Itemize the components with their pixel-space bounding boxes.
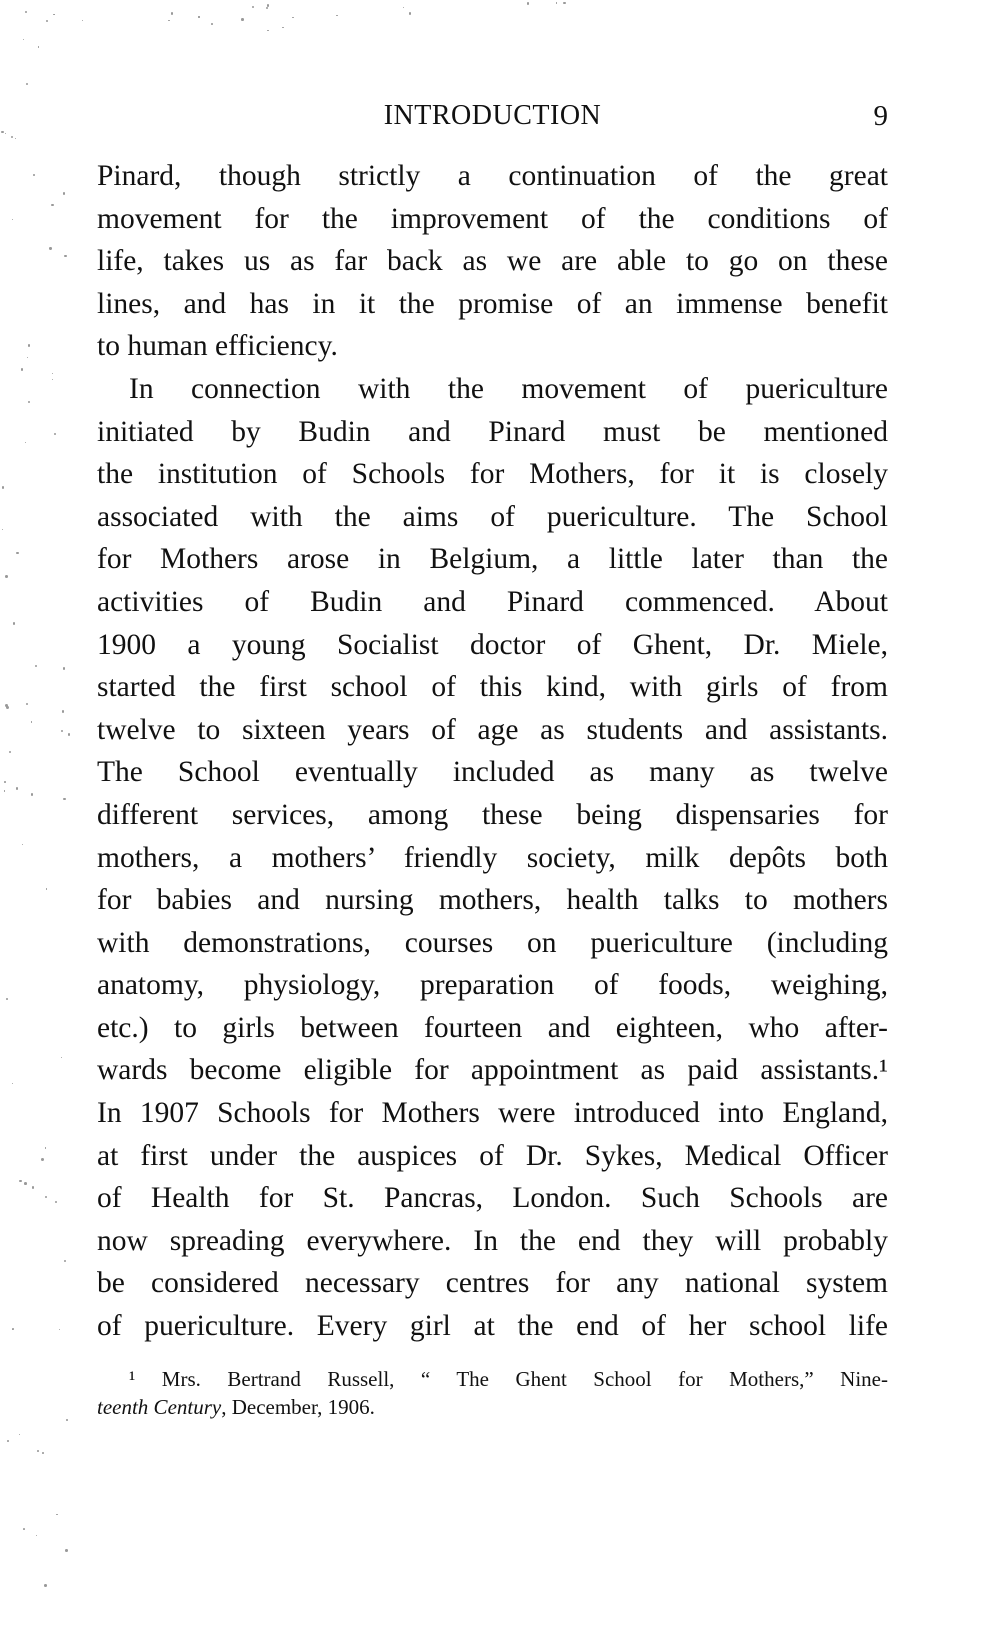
scan-speck: [22, 844, 23, 845]
text-line: associated with the aims of puericulture. The School: [97, 500, 888, 533]
scan-speck: [23, 1528, 25, 1530]
text-line: the institution of Schools for Mothers, for it is closely: [97, 458, 888, 491]
scan-speck: [37, 1450, 39, 1452]
scan-speck: [15, 138, 16, 139]
text-line: twelve to sixteen years of age as students and assistants.: [97, 713, 888, 746]
scan-speck: [55, 1201, 57, 1203]
footnote-line: ¹ Mrs. Bertrand Russell, “ The Ghent School for Mothers,” Nine-: [129, 1367, 888, 1391]
scan-speck: [54, 433, 57, 436]
scan-speck: [168, 20, 169, 21]
scan-speck: [7, 1440, 9, 1442]
scan-speck: [25, 11, 27, 13]
scan-speck: [4, 790, 6, 792]
footnote-line: [97, 1393, 888, 1421]
scan-speck: [27, 357, 28, 358]
scan-speck: [52, 379, 53, 380]
scan-speck: [409, 12, 411, 14]
scan-speck: [267, 30, 268, 31]
scan-speck: [5, 575, 8, 578]
scan-speck: [266, 7, 268, 9]
text-line: Pinard, though strictly a continuation of the great: [97, 160, 888, 192]
scan-speck: [2, 529, 3, 530]
scan-speck: [2, 486, 4, 488]
scan-speck: [25, 442, 27, 444]
footnote: [97, 1365, 888, 1421]
scan-speck: [563, 2, 566, 5]
scan-speck: [16, 552, 18, 554]
scan-speck: [41, 1158, 44, 1161]
scan-speck: [12, 1328, 14, 1330]
scan-speck: [63, 667, 65, 669]
scan-speck: [32, 1186, 34, 1188]
scan-speck: [59, 1329, 60, 1330]
footnote-date: , December, 1906.: [221, 1395, 375, 1419]
text-line: to human efficiency.: [97, 330, 338, 363]
scan-speck: [19, 1180, 22, 1183]
scan-speck: [64, 255, 66, 257]
text-line: etc.) to girls between fourteen and eighteen, who after-: [97, 1011, 888, 1044]
text-line: initiated by Budin and Pinard must be mentioned: [97, 415, 888, 448]
text-line: life, takes us as far back as we are able to go on these: [97, 245, 888, 278]
scan-speck: [45, 1147, 47, 1149]
scan-speck: [49, 247, 51, 249]
scan-speck: [36, 1535, 37, 1536]
scan-speck: [1, 131, 3, 133]
scan-speck: [56, 1514, 58, 1516]
text-line: wards become eligible for appointment as paid assistants.¹: [97, 1054, 888, 1087]
scan-speck: [31, 793, 34, 796]
scan-speck: [211, 23, 213, 25]
text-line: anatomy, physiology, preparation of foods, weighing,: [97, 969, 888, 1002]
scan-speck: [6, 998, 8, 1000]
text-line: movement for the improvement of the conditions of: [97, 202, 888, 235]
scan-speck: [31, 721, 33, 723]
scan-speck: [11, 136, 13, 138]
scan-speck: [45, 1196, 47, 1198]
scan-speck: [198, 16, 199, 17]
scan-speck: [63, 192, 65, 194]
scan-speck: [38, 46, 40, 48]
scan-speck: [4, 781, 6, 783]
scan-speck: [267, 4, 270, 7]
text-line: for babies and nursing mothers, health talks to mothers: [97, 884, 888, 917]
text-line: started the first school of this kind, with girls of from: [97, 671, 888, 704]
scan-speck: [46, 20, 48, 22]
scan-speck: [5, 133, 6, 134]
scan-speck: [12, 1083, 13, 1084]
text-line: be considered necessary centres for any national system: [97, 1267, 888, 1300]
scan-speck: [68, 733, 71, 736]
scan-speck: [292, 17, 293, 18]
scan-speck: [252, 6, 254, 8]
text-line: different services, among these being dispensaries for: [97, 798, 888, 831]
scan-speck: [403, 7, 404, 8]
scan-speck: [19, 1434, 20, 1435]
scan-speck: [35, 665, 37, 667]
scan-speck: [53, 14, 55, 16]
scan-speck: [16, 787, 18, 789]
page-number: 9: [873, 100, 888, 132]
scan-speck: [527, 2, 529, 4]
scan-speck: [556, 2, 557, 3]
scan-speck: [61, 1057, 62, 1058]
scan-speck: [171, 12, 174, 15]
body-text: [97, 155, 888, 1348]
footnote-journal-title: teenth Century: [97, 1395, 222, 1419]
scan-speck: [82, 20, 83, 21]
text-line: of puericulture. Every girl at the end of her school life: [97, 1310, 888, 1343]
scan-speck: [282, 27, 283, 28]
scan-speck: [63, 798, 65, 800]
text-line: at first under the auspices of Dr. Sykes, Medical Officer: [97, 1139, 888, 1172]
text-line: mothers, a mothers’ friendly society, milk depôts both: [97, 841, 888, 874]
text-line: activities of Budin and Pinard commenced. About: [97, 585, 888, 618]
text-line: now spreading everywhere. In the end they will probably: [97, 1224, 888, 1257]
scan-speck: [336, 15, 337, 16]
scan-speck: [42, 1452, 44, 1454]
scan-speck: [66, 1419, 68, 1421]
scan-speck: [33, 174, 35, 176]
scan-speck: [26, 703, 28, 705]
scan-speck: [52, 373, 54, 375]
scan-speck: [28, 344, 30, 346]
page-header: [97, 100, 888, 140]
scan-speck: [28, 401, 30, 403]
scan-speck: [26, 83, 28, 85]
scan-speck: [65, 1549, 68, 1552]
scan-speck: [21, 368, 24, 371]
scan-speck: [46, 888, 48, 890]
text-line: lines, and has in it the promise of an immense benefit: [97, 287, 888, 320]
text-line: In 1907 Schools for Mothers were introduced into England,: [97, 1097, 888, 1130]
scan-speck: [46, 1585, 47, 1586]
text-line: In connection with the movement of puericulture: [129, 372, 888, 405]
text-line: of Health for St. Pancras, London. Such Schools are: [97, 1182, 888, 1215]
scan-speck: [241, 18, 244, 21]
scan-speck: [23, 39, 25, 41]
running-title: INTRODUCTION: [383, 100, 602, 131]
scan-speck: [13, 622, 15, 624]
scan-speck: [12, 219, 13, 220]
scan-speck: [64, 1260, 66, 1262]
text-line: with demonstrations, courses on puericulture (including: [97, 926, 888, 959]
scan-speck: [62, 710, 64, 712]
scan-speck: [24, 1182, 27, 1185]
scan-speck: [51, 204, 54, 207]
text-line: 1900 a young Socialist doctor of Ghent, Dr. Miele,: [97, 628, 888, 661]
text-line: for Mothers arose in Belgium, a little later than the: [97, 543, 888, 576]
scan-speck: [9, 751, 12, 754]
text-line: The School eventually included as many as twelve: [97, 756, 888, 789]
scan-speck: [61, 730, 63, 732]
